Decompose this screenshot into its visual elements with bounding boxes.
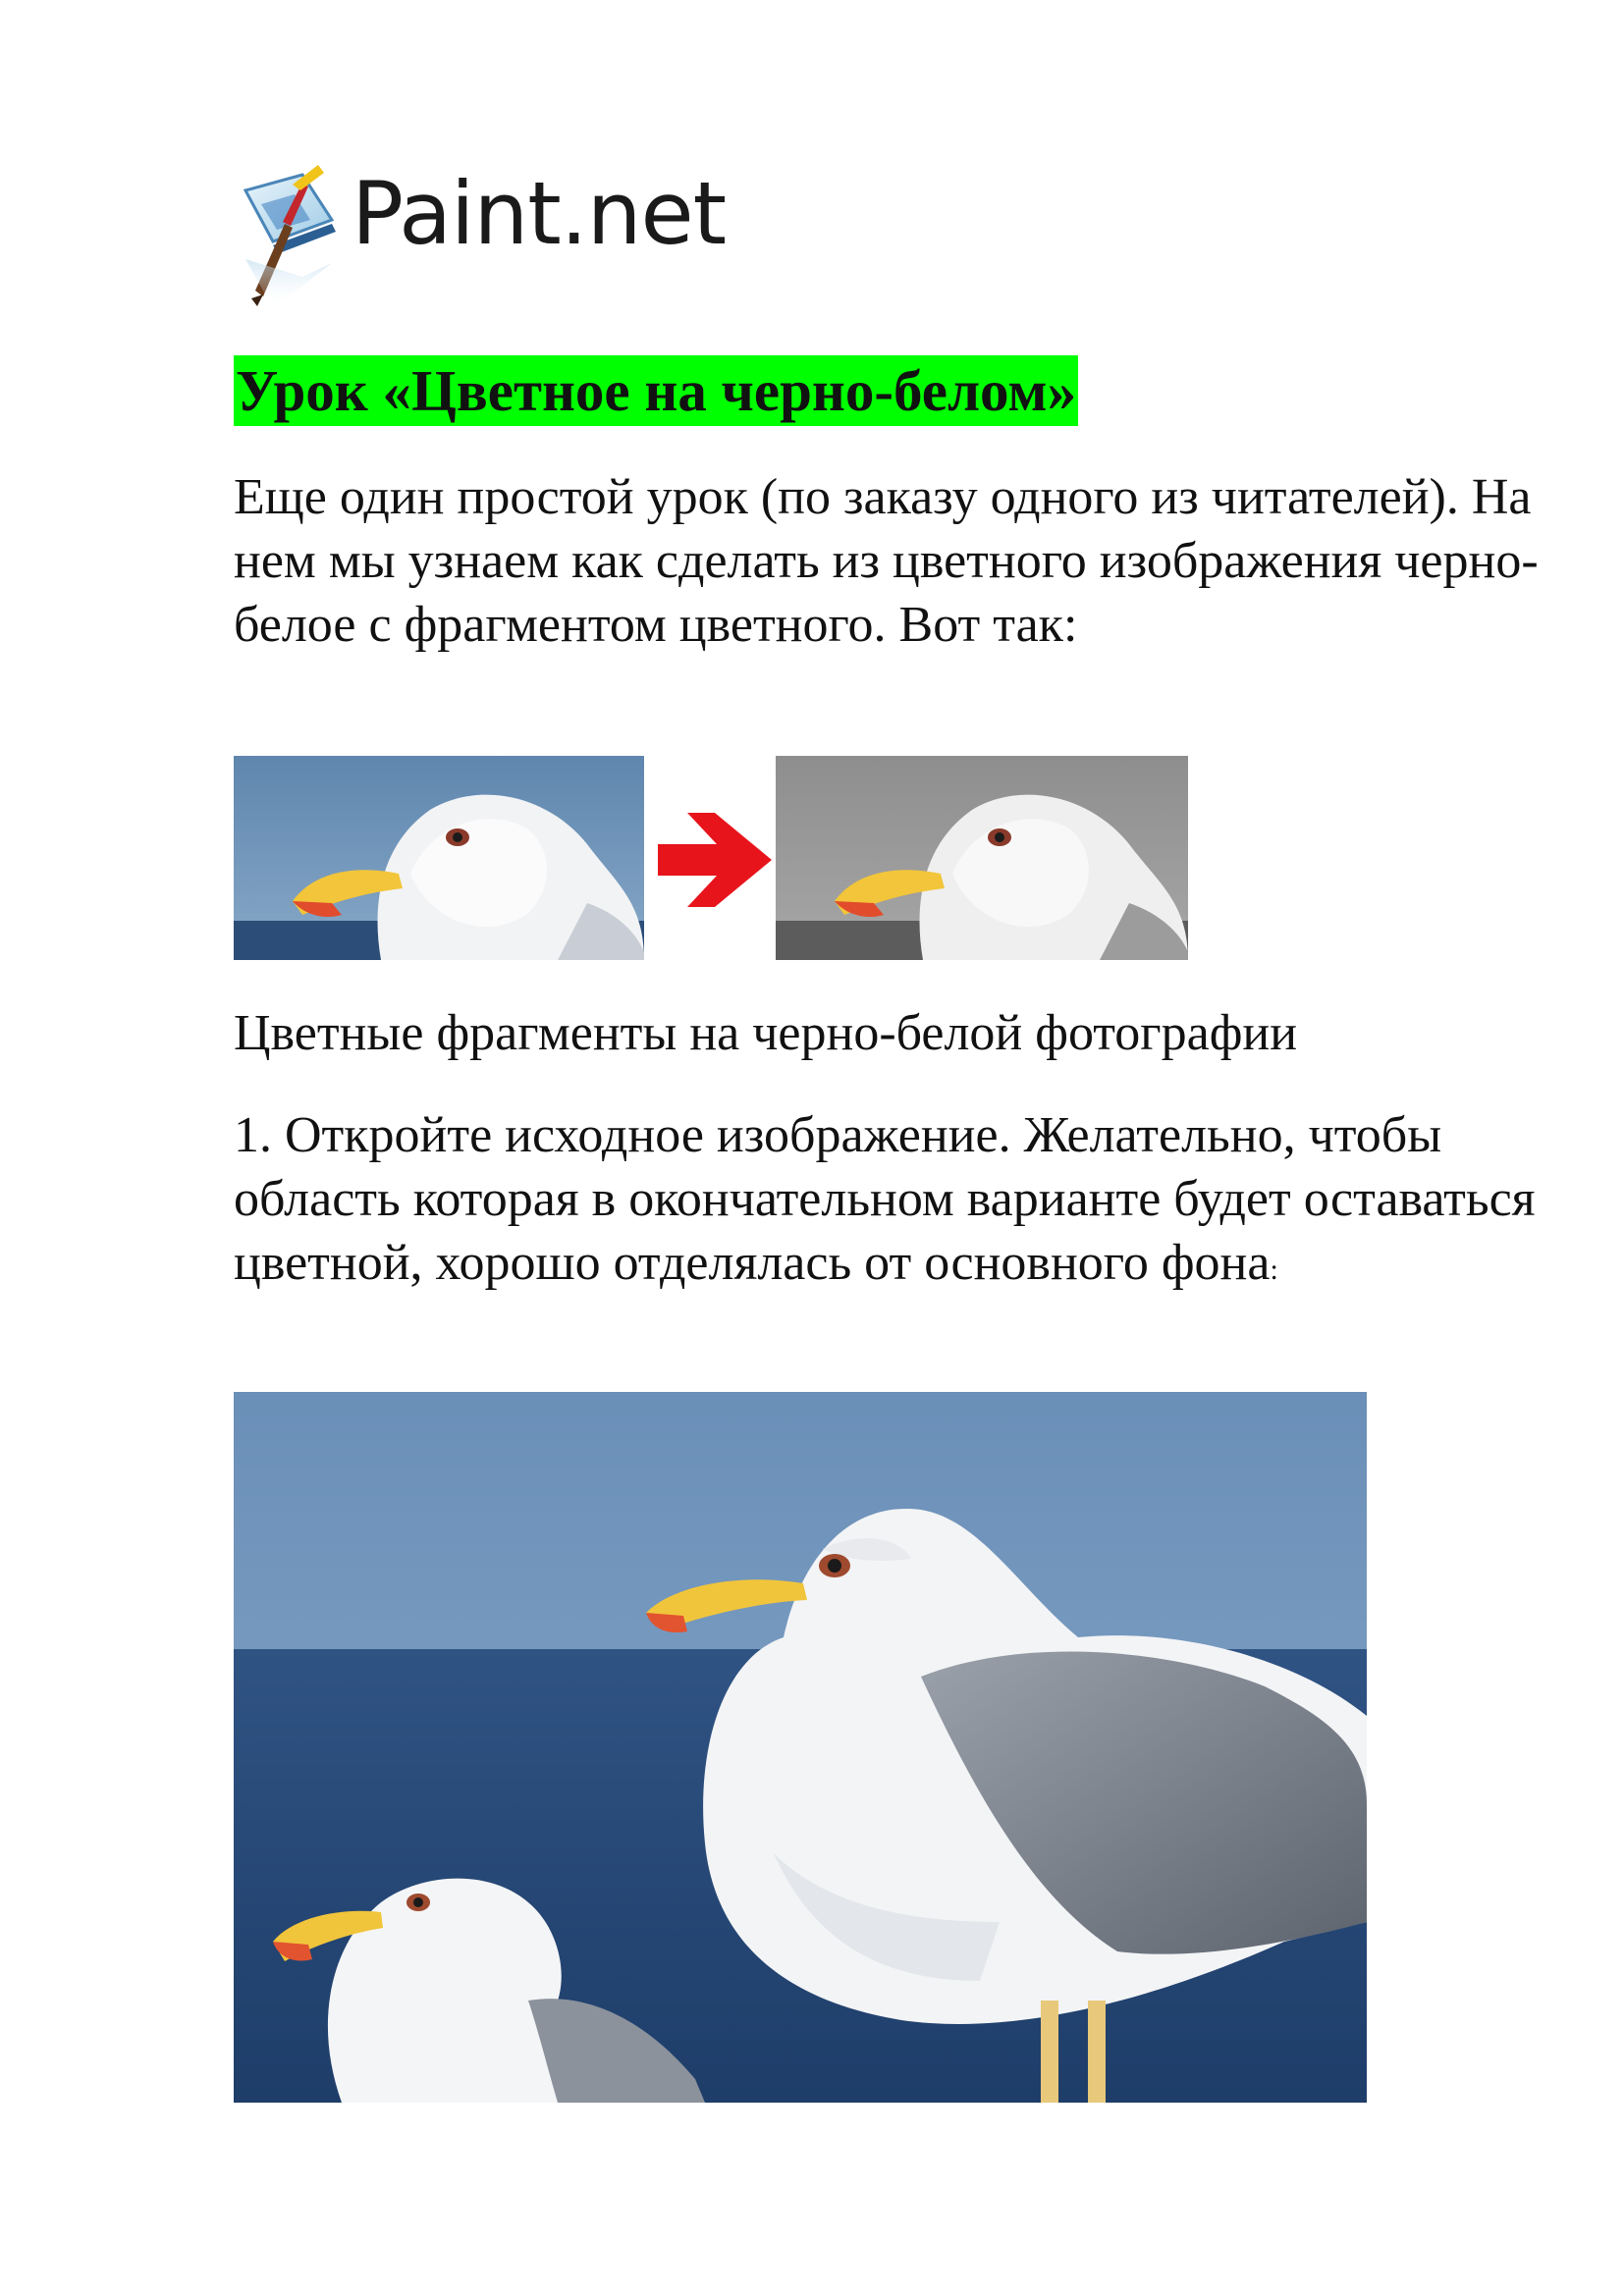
logo-text: Paint.net (352, 163, 727, 264)
seagulls-photo (234, 1392, 1367, 2103)
grayscale-gull-thumbnail (776, 756, 1188, 960)
image-caption: Цветные фрагменты на черно-белой фотографии (234, 1005, 1298, 1061)
step-1-text: 1. Откройте исходное изображение. Желательно, чтобы область которая в окончательном варианте будет оставаться цветной, хорошо отделялась от основного фона (234, 1107, 1536, 1291)
right-arrow-icon (648, 805, 776, 915)
paint-net-logo (234, 155, 744, 322)
lesson-title: Урок «Цветное на черно-белом» (234, 355, 1078, 426)
step-1-colon: : (1270, 1254, 1278, 1286)
color-gull-thumbnail (234, 756, 644, 960)
intro-paragraph: Еще один простой урок (по заказу одного из читателей). На нем мы узнаем как сделать из цветного изображения черно-белое с фрагментом цветного. Вот так: (234, 469, 1539, 653)
step-1-paragraph (234, 1103, 1540, 1302)
paint-net-brush-icon (234, 161, 350, 320)
